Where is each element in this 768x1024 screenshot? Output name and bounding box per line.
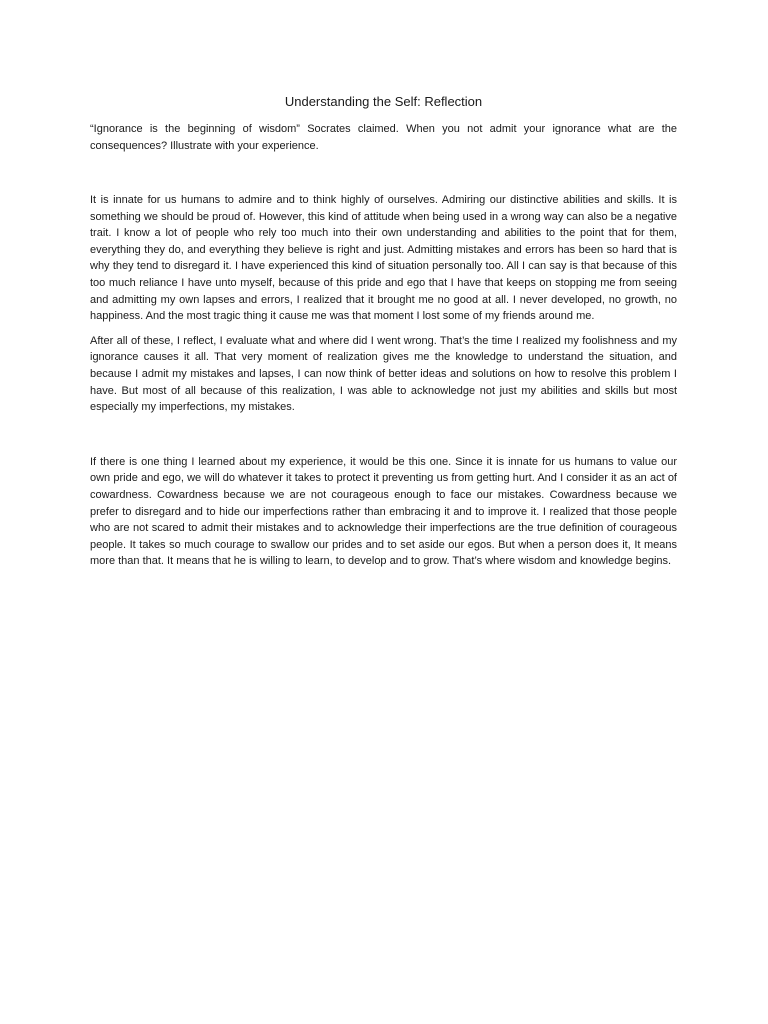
- document-title: Understanding the Self: Reflection: [284, 94, 483, 109]
- essay-prompt: “Ignorance is the beginning of wisdom” Socrates claimed. When you not admit your ignorance what are the consequences? Illustrate with your experience.: [90, 123, 677, 152]
- paragraph-1: It is innate for us humans to admire and to think highly of ourselves. Admiring our distinctive abilities and skills. It is something we should be proud of. However, this kind of attitude when being used in a wrong way can also be a negative trait. I know a lot of people who rely too much into their own understanding and abilities to the point that for them, everything they do, and everything they believe is right and just. Admitting mistakes and errors has been so hard that is why they tend to disregard it. I have experienced this kind of situation personally too. All I can say is that because of this too much reliance I have unto myself, because of this pride and ego that I have that keeps on stopping me from seeing and admitting my own lapses and errors, I realized that it brought me no good at all. I never developed, no growth, no happiness. And the most tragic thing it cause me was that moment I lost some of my friends around me.: [90, 194, 677, 323]
- document-body: [90, 93, 677, 578]
- paragraph-3: If there is one thing I learned about my experience, it would be this one. Since it is innate for us humans to value our own pride and ego, we will do whatever it takes to protect it preventing us from getting hurt. And I consider it as an act of cowardness. Cowardness because we are not courageous enough to face our mistakes. Cowardness because we prefer to disregard and to hide our imperfections rather than embracing it and to improve it. I realized that those people who are not scared to admit their mistakes and to acknowledge their imperfections are the true definition of courageous people. It takes so much courage to swallow our prides and to set aside our egos. But when a person does it, It means more than that. It means that he is willing to learn, to develop and to grow. That’s where wisdom and knowledge begins.: [90, 455, 677, 568]
- paragraph-2: After all of these, I reflect, I evaluate what and where did I went wrong. That’s the time I realized my foolishness and my ignorance causes it all. That very moment of realization gives me the knowledge to understand the situation, and because I admit my mistakes and lapses, I can now think of better ideas and solutions on how to resolve this problem I have. But most of all because of this realization, I was able to acknowledge not just my abilities and skills but most especially my imperfections, my mistakes.: [90, 334, 677, 414]
